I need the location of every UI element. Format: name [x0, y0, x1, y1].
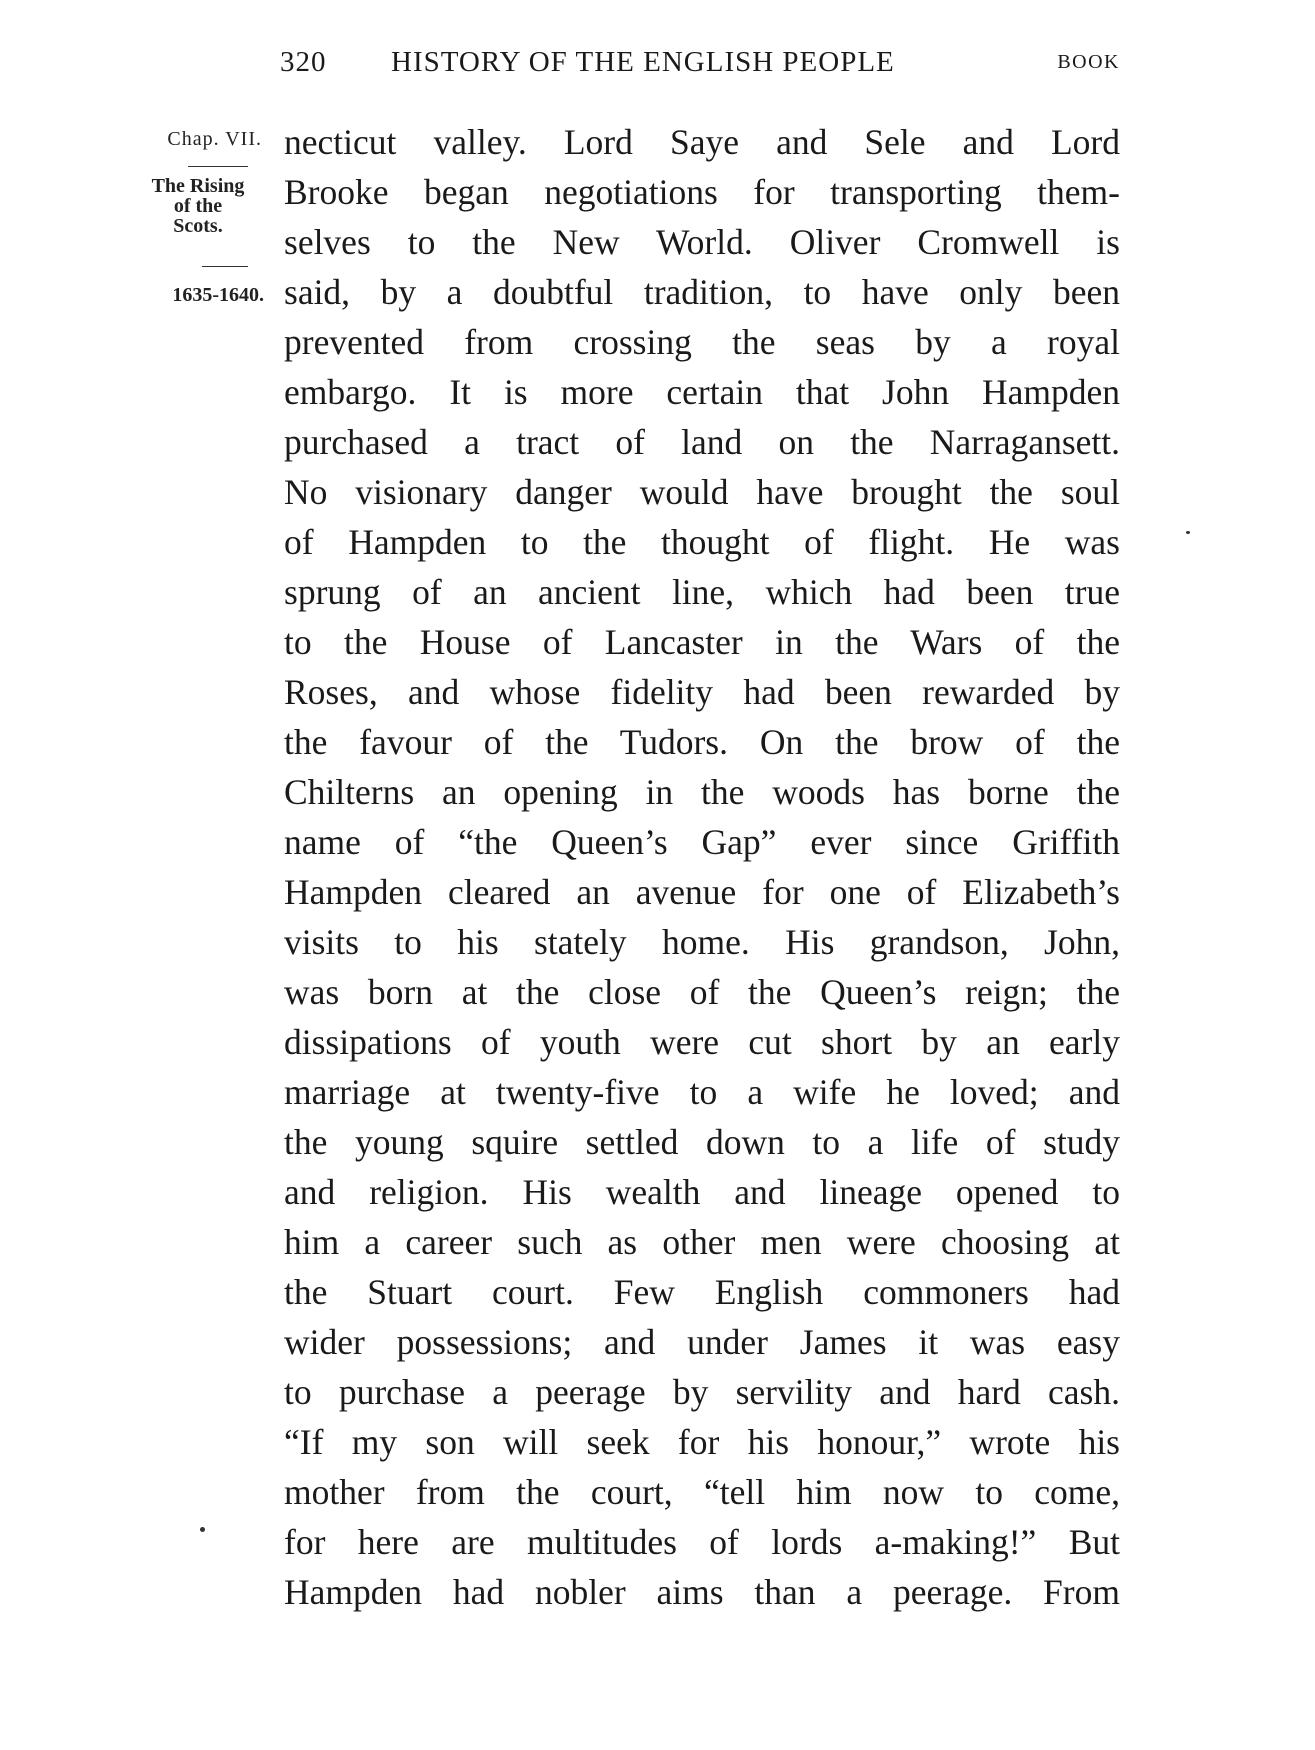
text-line: was born at the close of the Queen’s reign; the	[284, 972, 1120, 1012]
text-line: sprung of an ancient line, which had been true	[284, 572, 1120, 612]
text-line: Hampden had nobler aims than a peerage. From	[284, 1572, 1120, 1612]
text-line: to purchase a peerage by servility and hard cash.	[284, 1372, 1120, 1412]
text-line: selves to the New World. Oliver Cromwell is	[284, 222, 1120, 262]
page-number: 320	[280, 46, 327, 78]
text-line: Hampden cleared an avenue for one of Elizabeth’s	[284, 872, 1120, 912]
text-line: said, by a doubtful tradition, to have only been	[284, 272, 1120, 312]
text-line: Brooke began negotiations for transporting them-	[284, 172, 1120, 212]
date-range: 1635-1640.	[172, 284, 264, 306]
text-line: mother from the court, “tell him now to come,	[284, 1472, 1120, 1512]
text-line: of Hampden to the thought of flight. He was	[284, 522, 1120, 562]
text-line: wider possessions; and under James it was easy	[284, 1322, 1120, 1362]
text-line: “If my son will seek for his honour,” wrote his	[284, 1422, 1120, 1462]
section-note-line: of the	[173, 195, 223, 217]
text-line: for here are multitudes of lords a-making!” But	[284, 1522, 1120, 1562]
text-line: purchased a tract of land on the Narragansett.	[284, 422, 1120, 462]
text-line: Chilterns an opening in the woods has borne the	[284, 772, 1120, 812]
body-text	[284, 117, 1120, 1617]
text-line: the young squire settled down to a life of study	[284, 1122, 1120, 1162]
margin-rule-lower	[202, 266, 248, 267]
chapter-label: Chap. VII.	[167, 128, 262, 150]
section-note-line: The Rising	[151, 175, 245, 197]
text-line: visits to his stately home. His grandson, John,	[284, 922, 1120, 962]
running-title: HISTORY OF THE ENGLISH PEOPLE	[391, 46, 895, 78]
text-line: necticut valley. Lord Saye and Sele and Lord	[284, 122, 1120, 162]
text-line: to the House of Lancaster in the Wars of the	[284, 622, 1120, 662]
text-line: marriage at twenty-five to a wife he loved; and	[284, 1072, 1120, 1112]
text-line: dissipations of youth were cut short by an early	[284, 1022, 1120, 1062]
margin-rule-upper	[188, 166, 248, 167]
text-line: embargo. It is more certain that John Hampden	[284, 372, 1120, 412]
print-speck	[200, 1527, 205, 1532]
section-note-line: Scots.	[173, 215, 223, 237]
text-line: prevented from crossing the seas by a royal	[284, 322, 1120, 362]
text-line: name of “the Queen’s Gap” ever since Griffith	[284, 822, 1120, 862]
book-label: BOOK	[1057, 51, 1120, 73]
text-line: him a career such as other men were choosing at	[284, 1222, 1120, 1262]
text-line: the favour of the Tudors. On the brow of the	[284, 722, 1120, 762]
text-line: the Stuart court. Few English commoners had	[284, 1272, 1120, 1312]
running-head	[280, 46, 1120, 86]
text-line: and religion. His wealth and lineage opened to	[284, 1172, 1120, 1212]
text-line: No visionary danger would have brought the soul	[284, 472, 1120, 512]
print-speck	[1186, 531, 1190, 534]
text-line: Roses, and whose fidelity had been rewarded by	[284, 672, 1120, 712]
section-note	[128, 176, 268, 236]
